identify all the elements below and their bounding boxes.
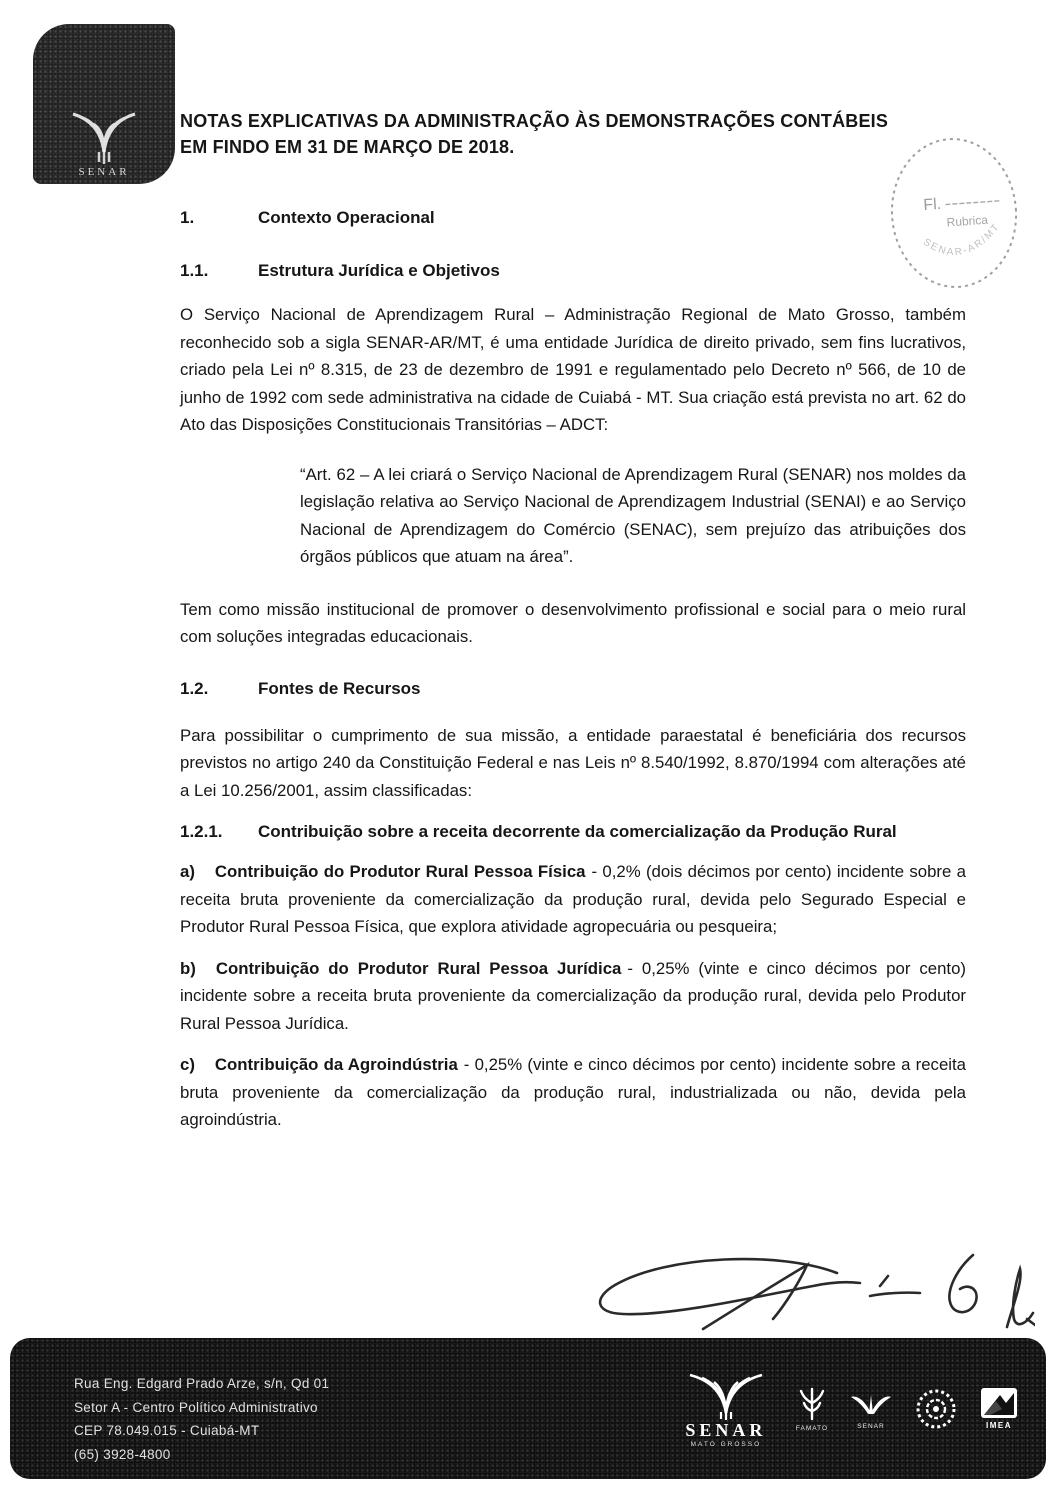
stamp-fl-label: Fl.	[922, 195, 942, 215]
item-term: Contribuição do Produtor Rural Pessoa Física	[214, 862, 586, 881]
paragraph-context: O Serviço Nacional de Aprendizagem Rural – Administração Regional de Mato Grosso, também reconhecido sob a sigla SENAR-AR/MT, é uma entidade Jurídica de direito privado, sem fins lucrativos, criado pela Lei nº 8.315, de 23 de dezembro de 1991 e regulamentado pelo Decreto nº 566, de 10 de junho de 1992 com sede administrativa na cidade de Cuiabá - MT. Sua criação está prevista no art. 62 do Ato das Disposições Constitucionais Transitórias – ADCT:	[180, 305, 966, 434]
item-term: Contribuição do Produtor Rural Pessoa Jurídica	[215, 958, 622, 978]
section-heading-1-1	[180, 259, 966, 283]
senar-main-subtitle: MATO GROSSO	[690, 1441, 762, 1448]
handwritten-signature	[575, 1243, 1035, 1353]
section-title: Contribuição sobre a receita decorrente da comercialização da Produção Rural	[258, 822, 897, 841]
list-item-a	[180, 858, 966, 941]
section-title: Estrutura Jurídica e Objetivos	[258, 261, 500, 280]
wheat-arcs-icon	[678, 1369, 774, 1421]
senar-small-wordmark: SENAR	[857, 1423, 885, 1430]
list-item-c	[180, 1051, 966, 1134]
section-heading-1-2	[180, 677, 966, 701]
senar-corner-logo	[33, 24, 175, 184]
plant-icon	[797, 1385, 827, 1423]
address-line-cep: CEP 78.049.015 - Cuiabá-MT	[74, 1423, 260, 1438]
stamp-rubrica-label: Rubrica	[946, 212, 989, 230]
list-item-b	[180, 955, 966, 1038]
round-emblem-logo	[914, 1387, 958, 1431]
title-line-2: EM FINDO EM 31 DE MARÇO DE 2018.	[180, 137, 515, 157]
round-emblem-icon	[914, 1387, 958, 1431]
footer-logos	[678, 1338, 1018, 1479]
imea-mark-icon	[980, 1387, 1018, 1419]
item-text: - 0,2% (dois décimos por cento) incidente sobre a receita bruta proveniente da comercialização da produção rural, devida pelo Segurado Especial e Produtor Rural Pessoa Física, que explora atividade agropecuária ou pesqueira;	[180, 862, 966, 936]
svg-text:SENAR: SENAR	[78, 166, 130, 178]
section-number: 1.	[180, 208, 195, 227]
item-text: - 0,25% (vinte e cinco décimos por cento) incidente sobre a receita bruta proveniente da comercialização da produção rural, devida pelo Produtor Rural Pessoa Jurídica.	[180, 958, 967, 1033]
imea-logo	[980, 1387, 1018, 1430]
item-text: - 0,25% (vinte e cinco décimos por cento) incidente sobre a receita bruta proveniente da comercialização da produção rural, industrializada ou não, devida pela agroindústria.	[180, 1055, 966, 1129]
famato-logo	[796, 1385, 828, 1432]
section-title: Fontes de Recursos	[258, 678, 421, 698]
document-title	[180, 108, 966, 160]
section-heading-1-2-1	[180, 820, 966, 844]
address-line-sector: Setor A - Centro Político Administrativo	[74, 1399, 318, 1415]
paragraph-resources: Para possibilitar o cumprimento de sua missão, a entidade paraestatal é beneficiária dos recursos previstos no artigo 240 da Constituição Federal e nas Leis nº 8.540/1992, 8.870/1994 com alterações até a Lei 10.256/2001, assim classificadas:	[180, 725, 966, 800]
footer-bar	[10, 1338, 1046, 1479]
senar-main-wordmark: SENAR	[685, 1420, 767, 1440]
address-line-phone: (65) 3928-4800	[74, 1446, 171, 1462]
wheat-arcs-icon	[33, 78, 175, 178]
section-number: 1.2.	[180, 678, 209, 698]
item-letter: a)	[180, 862, 195, 881]
wings-icon	[850, 1387, 892, 1421]
section-title: Contexto Operacional	[258, 208, 435, 227]
senar-small-logo	[850, 1387, 892, 1430]
imea-wordmark: IMEA	[986, 1421, 1012, 1430]
stamp-curved-text: SENAR-AR/MT	[921, 220, 1003, 259]
title-line-1: NOTAS EXPLICATIVAS DA ADMINISTRAÇÃO ÀS DEMONSTRAÇÕES CONTÁBEIS	[180, 111, 889, 131]
footer-address	[74, 1372, 329, 1466]
section-number: 1.2.1.	[180, 822, 223, 841]
section-heading-1	[180, 206, 966, 230]
item-term: Contribuição da Agroindústria	[214, 1055, 458, 1074]
famato-wordmark: FAMATO	[795, 1425, 828, 1432]
senar-main-logo	[678, 1369, 774, 1448]
document-body	[180, 0, 966, 1134]
item-letter: c)	[180, 1055, 195, 1074]
paragraph-mission: Tem como missão institucional de promover o desenvolvimento profissional e social para o meio rural com soluções integradas educacionais.	[180, 599, 966, 646]
item-letter: b)	[180, 958, 196, 978]
blockquote-art-62: “Art. 62 – A lei criará o Serviço Nacional de Aprendizagem Rural (SENAR) nos moldes da legislação relativa ao Serviço Nacional de Aprendizagem Industrial (SENAI) e ao Serviço Nacional de Aprendizagem do Comércio (SENAC), sem prejuízo das atribuições dos órgãos públicos que atuam na área”.	[300, 464, 966, 566]
section-number: 1.1.	[180, 261, 209, 280]
address-line-street: Rua Eng. Edgard Prado Arze, s/n, Qd 01	[74, 1376, 330, 1391]
